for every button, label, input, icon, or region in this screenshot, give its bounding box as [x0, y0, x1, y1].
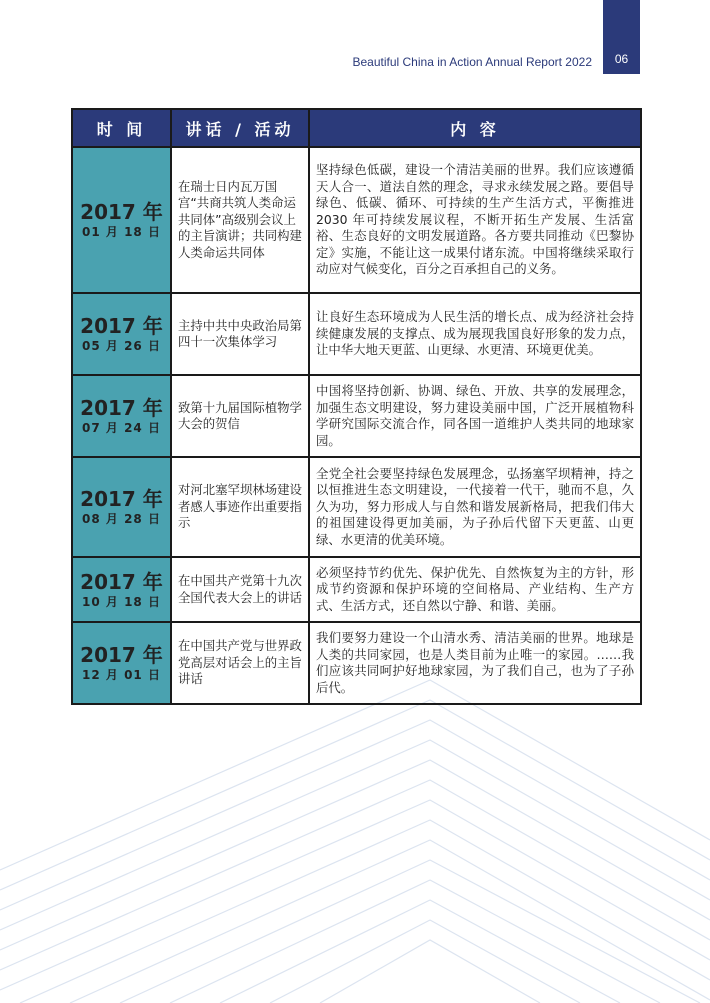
date-cell — [72, 293, 171, 375]
year-label: 2017 年 — [80, 200, 163, 224]
year-label: 2017 年 — [80, 396, 163, 420]
date-label: 05 月 26 日 — [82, 339, 161, 353]
date-label: 07 月 24 日 — [82, 421, 161, 435]
event-cell: 致第十九届国际植物学大会的贺信 — [171, 375, 309, 457]
table-row — [72, 147, 641, 293]
table-row — [72, 293, 641, 375]
header-time: 时 间 — [72, 109, 171, 147]
table-row — [72, 622, 641, 704]
date-cell — [72, 622, 171, 704]
year-label: 2017 年 — [80, 314, 163, 338]
date-cell — [72, 375, 171, 457]
date-cell — [72, 147, 171, 293]
table-row — [72, 557, 641, 622]
year-label: 2017 年 — [80, 569, 163, 594]
date-label: 10 月 18 日 — [82, 594, 161, 609]
date-cell — [72, 557, 171, 622]
event-cell: 在瑞士日内瓦万国宫“共商共筑人类命运共同体”高级别会议上的主旨演讲；共同构建人类命运共同体 — [171, 147, 309, 293]
year-label: 2017 年 — [80, 487, 163, 511]
content-cell: 必须坚持节约优先、保护优先、自然恢复为主的方针，形成节约资源和保护环境的空间格局、产业结构、生产方式、生活方式，还自然以宁静、和谐、美丽。 — [309, 557, 641, 622]
events-table — [71, 108, 642, 705]
header-speech-activity: 讲话 / 活动 — [171, 109, 309, 147]
table-row — [72, 457, 641, 557]
page-number: 06 — [614, 52, 629, 66]
date-label: 08 月 28 日 — [82, 512, 161, 526]
content-cell: 坚持绿色低碳，建设一个清洁美丽的世界。我们应该遵循天人合一、道法自然的理念，寻求永续发展之路。要倡导绿色、低碳、循环、可持续的生产生活方式，平衡推进 2030 年可持续发展议程，不断开拓生产发展、生活富裕、生态良好的文明发展道路。各方要共同推动《巴黎协定》实施，不能让这一成果付诸东流。中国将继续采取行动应对气候变化，百分之百承担自己的义务。 — [309, 147, 641, 293]
content-cell: 全党全社会要坚持绿色发展理念，弘扬塞罕坝精神，持之以恒推进生态文明建设，一代接着一代干，驰而不息，久久为功，努力形成人与自然和谐发展新格局，把我们伟大的祖国建设得更加美丽，为子孙后代留下天更蓝、山更绿、水更清的优美环境。 — [309, 457, 641, 557]
content-cell: 让良好生态环境成为人民生活的增长点、成为经济社会持续健康发展的支撑点、成为展现我国良好形象的发力点，让中华大地天更蓝、山更绿、水更清、环境更优美。 — [309, 293, 641, 375]
event-cell: 在中国共产党第十九次全国代表大会上的讲话 — [171, 557, 309, 622]
table-header-row — [72, 109, 641, 147]
header-content: 内 容 — [309, 109, 641, 147]
content-cell: 我们要努力建设一个山清水秀、清洁美丽的世界。地球是人类的共同家园，也是人类目前为止唯一的家园。……我们应该共同呵护好地球家园，为了我们自己，也为了子孙后代。 — [309, 622, 641, 704]
report-title: Beautiful China in Action Annual Report 2022 — [352, 55, 592, 69]
year-label: 2017 年 — [80, 643, 163, 667]
event-cell: 对河北塞罕坝林场建设者感人事迹作出重要指示 — [171, 457, 309, 557]
content-cell: 中国将坚持创新、协调、绿色、开放、共享的发展理念，加强生态文明建设，努力建设美丽中国，广泛开展植物科学研究国际交流合作，同各国一道维护人类共同的地球家园。 — [309, 375, 641, 457]
event-cell: 在中国共产党与世界政党高层对话会上的主旨讲话 — [171, 622, 309, 704]
date-label: 12 月 01 日 — [82, 668, 161, 682]
table-row — [72, 375, 641, 457]
date-label: 01 月 18 日 — [82, 225, 161, 239]
page-number-tab — [603, 0, 640, 74]
date-cell — [72, 457, 171, 557]
event-cell: 主持中共中央政治局第四十一次集体学习 — [171, 293, 309, 375]
